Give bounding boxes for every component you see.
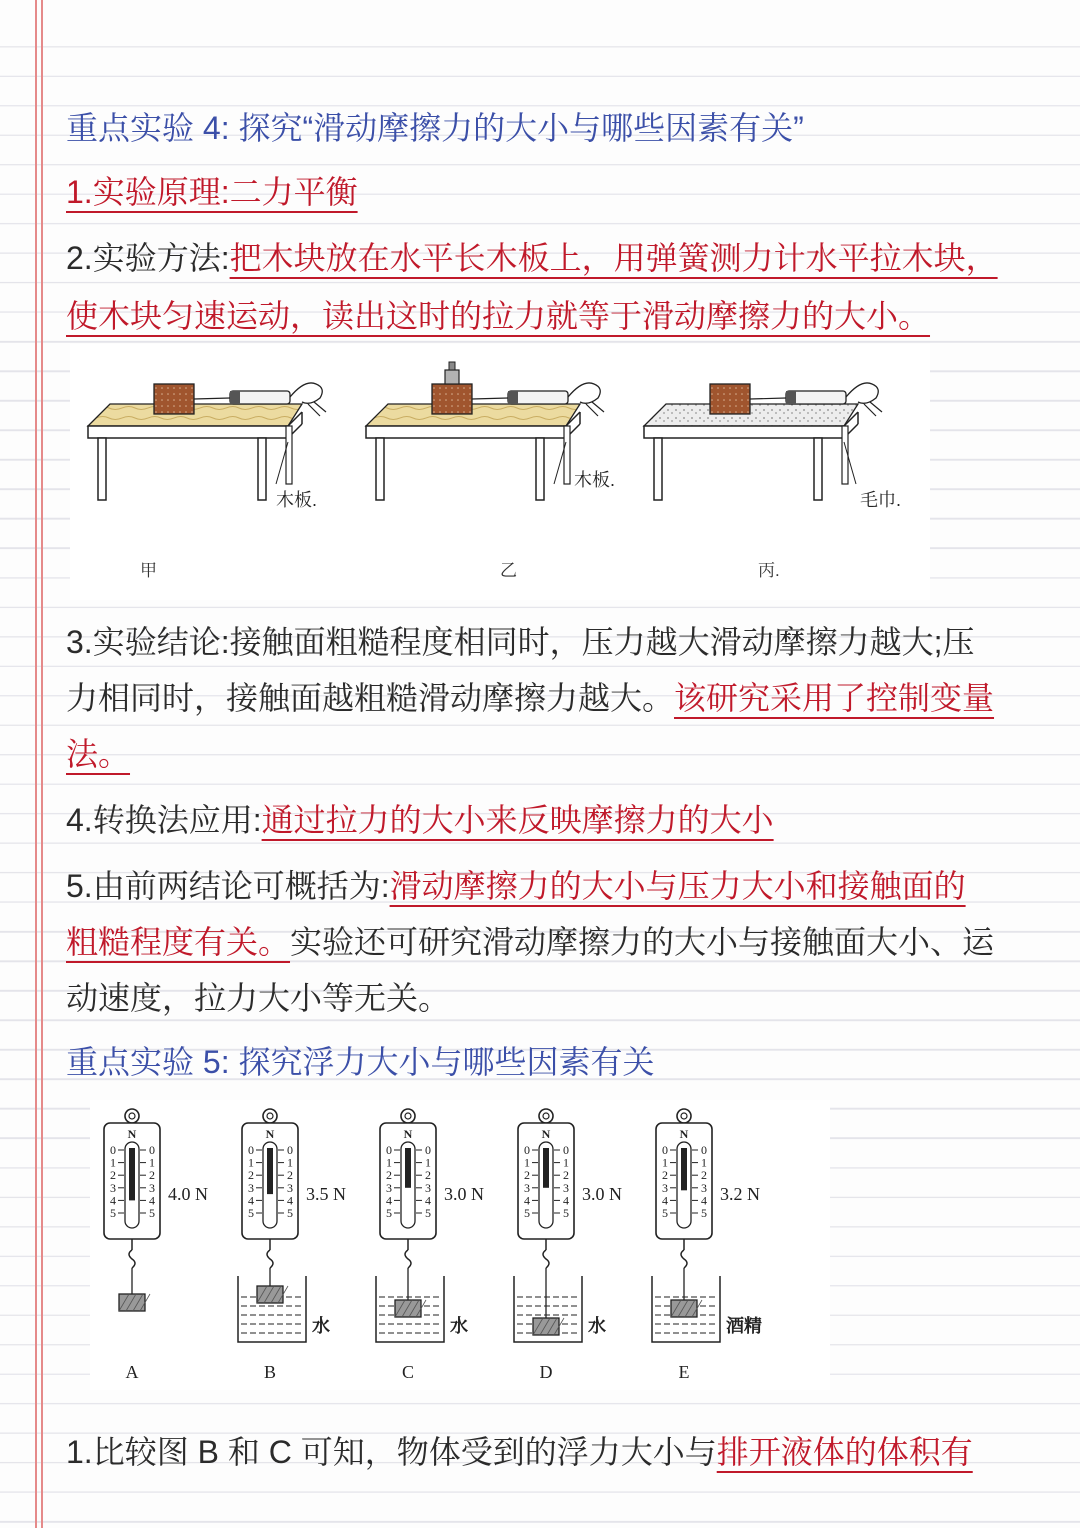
friction-panel-yi — [366, 362, 604, 500]
scale-indicator — [543, 1148, 549, 1188]
exp5-item1-red: 排开液体的体积有 — [716, 1434, 973, 1470]
panel-letter: E — [678, 1362, 690, 1382]
exp4-item1-text: 1.实验原理:二力平衡 — [66, 174, 358, 210]
scale-tick-label: 2 — [386, 1168, 392, 1183]
buoyancy-panel-a — [104, 1109, 208, 1382]
scale-tick-label: 2 — [149, 1168, 155, 1183]
panel-letter: D — [539, 1362, 553, 1382]
exp4-item2-line2 — [66, 294, 930, 338]
scale-tick-label: 5 — [287, 1206, 293, 1220]
friction-surface-label-bing: 毛巾. — [860, 490, 902, 510]
exp5-item1-black: 1.比较图 B 和 C 可知，物体受到的浮力大小与 — [66, 1434, 717, 1470]
scale-tick-label: 5 — [248, 1206, 254, 1220]
scale-tick-label: 3 — [662, 1180, 668, 1195]
scale-hook — [405, 1250, 411, 1268]
friction-figure-drawing — [70, 344, 930, 600]
friction-figure — [70, 344, 930, 600]
scale-tick-label: 1 — [563, 1155, 569, 1170]
scale-reading: 3.0 N — [444, 1184, 484, 1204]
scale-tick-label: 3 — [248, 1180, 254, 1195]
buoyancy-panel-e — [652, 1109, 762, 1382]
friction-caption-jia: 甲 — [140, 561, 157, 580]
exp4-item5-red2: 粗糙程度有关。 — [66, 924, 291, 960]
scale-tick-label: 2 — [248, 1168, 254, 1183]
scale-tick-label: 2 — [524, 1168, 530, 1183]
exp4-item2-red1: 把木块放在水平长木板上，用弹簧测力计水平拉木块， — [229, 240, 998, 276]
scale-tick-label: 5 — [524, 1206, 530, 1220]
exp4-item5-prefix: 5.由前两结论可概括为: — [66, 868, 390, 904]
scale-tick-label: 4 — [149, 1193, 155, 1208]
scale-tick-label: 4 — [386, 1193, 392, 1208]
exp4-item4-red: 通过拉力的大小来反映摩擦力的大小 — [261, 802, 774, 838]
buoyancy-panel-c — [376, 1109, 484, 1382]
scale-tick-label: 5 — [425, 1206, 431, 1220]
friction-panel-jia — [88, 383, 326, 500]
scale-tick-label: 3 — [386, 1180, 392, 1195]
friction-surface-label-yi: 木板. — [574, 470, 616, 490]
panel-letter: C — [401, 1362, 415, 1382]
scale-tick-label: 2 — [563, 1168, 569, 1183]
scale-tick-label: 0 — [149, 1143, 155, 1157]
scale-tick-label: 3 — [563, 1180, 569, 1195]
scale-unit: N — [265, 1127, 275, 1141]
exp4-item3-line3 — [66, 732, 130, 776]
scale-tick-label: 3 — [524, 1180, 530, 1195]
margin-line — [35, 0, 37, 1528]
scale-tick-label: 4 — [248, 1193, 254, 1208]
scale-tick-label: 4 — [524, 1193, 530, 1208]
friction-panel-bing — [644, 383, 882, 500]
scale-tick-label: 0 — [425, 1143, 431, 1157]
scale-hook — [543, 1250, 549, 1268]
friction-caption-bing: 丙. — [758, 561, 780, 580]
exp4-item3-black: 力相同时，接触面越粗糙滑动摩擦力越大。 — [66, 680, 675, 716]
scale-tick-label: 2 — [287, 1168, 293, 1183]
exp4-item4 — [66, 798, 774, 842]
buoyancy-figure-drawing — [90, 1100, 830, 1390]
scale-tick-label: 4 — [110, 1193, 116, 1208]
scale-tick-label: 1 — [248, 1155, 254, 1170]
scale-tick-label: 5 — [110, 1206, 116, 1220]
scale-indicator — [405, 1148, 411, 1188]
exp4-item3-red2: 法。 — [66, 736, 131, 772]
exp4-item2-red2: 使木块匀速运动，读出这时的拉力就等于滑动摩擦力的大小。 — [66, 298, 931, 334]
friction-surface-label-jia: 木板. — [276, 490, 318, 510]
scale-tick-label: 0 — [563, 1143, 569, 1157]
exp4-item3-line1: 3.实验结论:接触面粗糙程度相同时，压力越大滑动摩擦力越大;压 — [66, 624, 975, 660]
scale-tick-label: 4 — [701, 1193, 707, 1208]
liquid-label: 水 — [450, 1316, 468, 1336]
buoyancy-panel-b — [238, 1109, 346, 1382]
exp4-item5-line2 — [66, 920, 994, 964]
scale-tick-label: 1 — [425, 1155, 431, 1170]
scale-tick-label: 3 — [287, 1180, 293, 1195]
buoyancy-figure — [90, 1100, 830, 1390]
scale-hook — [267, 1250, 273, 1268]
scale-tick-label: 2 — [110, 1168, 116, 1183]
scale-tick-label: 2 — [425, 1168, 431, 1183]
exp4-item2-line1 — [66, 236, 998, 280]
exp5-item1 — [66, 1430, 973, 1474]
exp4-item5-line1 — [66, 864, 966, 908]
scale-tick-label: 4 — [563, 1193, 569, 1208]
margin-line — [41, 0, 43, 1528]
scale-reading: 3.2 N — [720, 1184, 760, 1204]
scale-tick-label: 1 — [662, 1155, 668, 1170]
scale-tick-label: 3 — [149, 1180, 155, 1195]
panel-letter: A — [125, 1362, 139, 1382]
scale-tick-label: 2 — [662, 1168, 668, 1183]
scale-tick-label: 4 — [425, 1193, 431, 1208]
exp4-item5-line3: 动速度，拉力大小等无关。 — [66, 980, 451, 1016]
friction-caption-yi: 乙 — [500, 561, 517, 580]
scale-tick-label: 3 — [425, 1180, 431, 1195]
scale-tick-label: 1 — [701, 1155, 707, 1170]
liquid-label: 水 — [312, 1316, 330, 1336]
scale-reading: 4.0 N — [168, 1184, 208, 1204]
exp4-item2-prefix: 2.实验方法: — [66, 240, 230, 276]
exp5-title: 重点实验 5: 探究浮力大小与哪些因素有关 — [66, 1044, 655, 1080]
scale-tick-label: 0 — [248, 1143, 254, 1157]
scale-tick-label: 1 — [386, 1155, 392, 1170]
exp4-item5-black: 实验还可研究滑动摩擦力的大小与接触面大小、运 — [290, 924, 995, 960]
scale-tick-label: 3 — [110, 1180, 116, 1195]
panel-letter: B — [263, 1362, 277, 1382]
scale-tick-label: 5 — [149, 1206, 155, 1220]
scale-unit: N — [403, 1127, 413, 1141]
scale-tick-label: 0 — [110, 1143, 116, 1157]
scale-tick-label: 1 — [287, 1155, 293, 1170]
scale-tick-label: 5 — [701, 1206, 707, 1220]
liquid-label: 酒精 — [726, 1316, 762, 1336]
scale-tick-label: 1 — [110, 1155, 116, 1170]
scale-tick-label: 0 — [386, 1143, 392, 1157]
scale-tick-label: 5 — [662, 1206, 668, 1220]
scale-tick-label: 0 — [662, 1143, 668, 1157]
scale-tick-label: 1 — [149, 1155, 155, 1170]
scale-tick-label: 0 — [524, 1143, 530, 1157]
exp4-item3-line2 — [66, 676, 994, 720]
buoyancy-panel-d — [514, 1109, 622, 1382]
liquid-label: 水 — [588, 1316, 606, 1336]
scale-tick-label: 5 — [386, 1206, 392, 1220]
exp4-item5-red1: 滑动摩擦力的大小与压力大小和接触面的 — [389, 868, 966, 904]
scale-indicator — [681, 1148, 687, 1190]
scale-reading: 3.0 N — [582, 1184, 622, 1204]
exp4-item1 — [66, 170, 358, 214]
scale-tick-label: 0 — [701, 1143, 707, 1157]
scale-indicator — [129, 1148, 135, 1200]
scale-tick-label: 0 — [287, 1143, 293, 1157]
scale-indicator — [267, 1148, 273, 1194]
scale-unit: N — [679, 1127, 689, 1141]
exp4-item4-prefix: 4.转换法应用: — [66, 802, 262, 838]
scale-hook — [681, 1250, 687, 1268]
scale-tick-label: 4 — [287, 1193, 293, 1208]
scale-tick-label: 1 — [524, 1155, 530, 1170]
scale-tick-label: 3 — [701, 1180, 707, 1195]
scale-unit: N — [127, 1127, 137, 1141]
scale-tick-label: 5 — [563, 1206, 569, 1220]
scale-unit: N — [541, 1127, 551, 1141]
scale-reading: 3.5 N — [306, 1184, 346, 1204]
scale-tick-label: 4 — [662, 1193, 668, 1208]
scale-tick-label: 2 — [701, 1168, 707, 1183]
exp4-item3-red: 该研究采用了控制变量 — [674, 680, 995, 716]
scale-hook — [129, 1250, 135, 1268]
exp4-title: 重点实验 4: 探究“滑动摩擦力的大小与哪些因素有关” — [66, 110, 804, 146]
